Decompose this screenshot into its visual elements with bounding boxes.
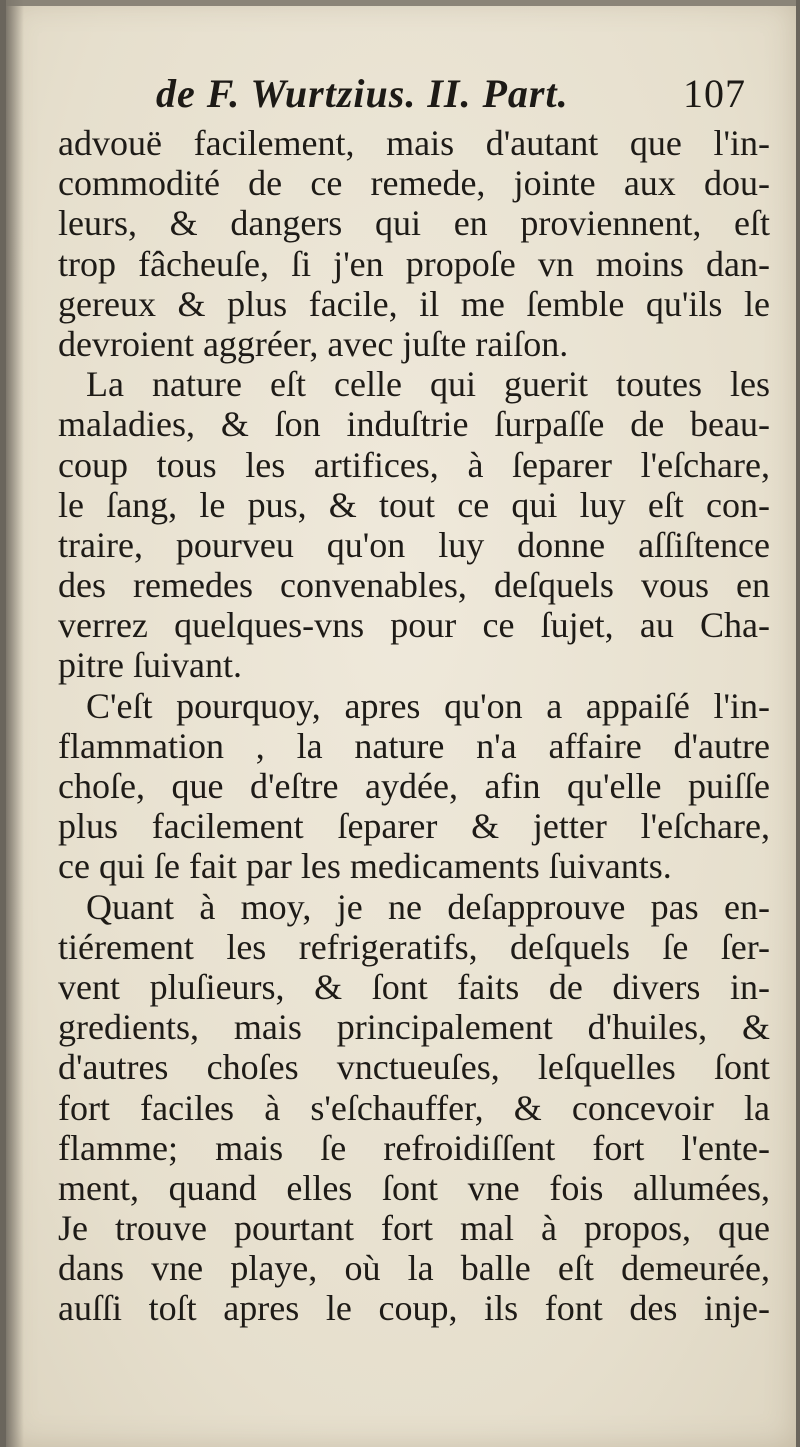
text-line: maladies, & ſon induſtrie ſurpaſſe de beau- xyxy=(58,404,770,445)
text-line: dans vne playe, où la balle eſt demeurée, xyxy=(58,1248,770,1289)
text-line: traire, pourveu qu'on luy donne aſſiſtence xyxy=(58,524,770,565)
text-line: Quant à moy, je ne deſapprouve pas en- xyxy=(86,886,770,927)
page-number: 107 xyxy=(683,71,746,116)
text-line: C'eſt pourquoy, apres qu'on a appaiſé l'in- xyxy=(86,685,770,726)
text-line: auſſi toſt apres le coup, ils font des inje- xyxy=(58,1288,770,1329)
running-title: de F. Wurtzius. II. Part. xyxy=(156,71,569,116)
text-line: verrez quelques-vns pour ce ſujet, au Cha- xyxy=(58,605,770,646)
text-line: vent pluſieurs, & ſont faits de divers in- xyxy=(58,966,770,1007)
text-line: le ſang, le pus, & tout ce qui luy eſt con- xyxy=(58,484,770,525)
text-line: fort faciles à s'eſchauffer, & concevoir la xyxy=(58,1087,770,1128)
text-line: gereux & plus facile, il me ſemble qu'ils le xyxy=(58,283,770,324)
page-gutter-shadow xyxy=(6,0,24,1447)
text-line: leurs, & dangers qui en proviennent, eſt xyxy=(58,203,770,244)
text-line: flammation , la nature n'a affaire d'autre xyxy=(58,725,770,766)
text-line: ce qui ſe fait par les medicaments ſuivants. xyxy=(58,846,672,887)
text-line: plus facilement ſeparer & jetter l'eſchare, xyxy=(58,806,770,847)
text-line: choſe, que d'eſtre aydée, afin qu'elle puiſſe xyxy=(58,766,770,806)
text-line: commodité de ce remede, jointe aux dou- xyxy=(58,163,770,204)
text-line: pitre ſuivant. xyxy=(58,645,242,686)
text-line: flamme; mais ſe refroidiſſent fort l'ente- xyxy=(58,1127,770,1168)
text-line: trop fâcheuſe, ſi j'en propoſe vn moins dan- xyxy=(58,243,770,284)
text-line: d'autres choſes vnctueuſes, leſquelles ſont xyxy=(58,1047,770,1088)
text-line: coup tous les artifices, à ſeparer l'eſchare, xyxy=(58,444,770,485)
text-line: La nature eſt celle qui guerit toutes les xyxy=(86,364,770,405)
text-line: devroient aggréer, avec juſte raiſon. xyxy=(58,323,569,364)
text-line: ment, quand elles ſont vne fois allumées, xyxy=(58,1167,770,1208)
page-top-edge xyxy=(6,0,796,6)
text-line: gredients, mais principalement d'huiles, & xyxy=(58,1007,770,1048)
running-header xyxy=(156,70,746,120)
text-line: tiérement les refrigeratifs, deſquels ſe ſer- xyxy=(58,926,770,967)
text-line: advouë facilement, mais d'autant que l'in- xyxy=(58,123,770,163)
text-line: des remedes convenables, deſquels vous en xyxy=(58,565,770,606)
text-line: Je trouve pourtant fort mal à propos, que xyxy=(58,1208,770,1249)
body-text xyxy=(58,123,770,1329)
book-page xyxy=(6,0,796,1447)
